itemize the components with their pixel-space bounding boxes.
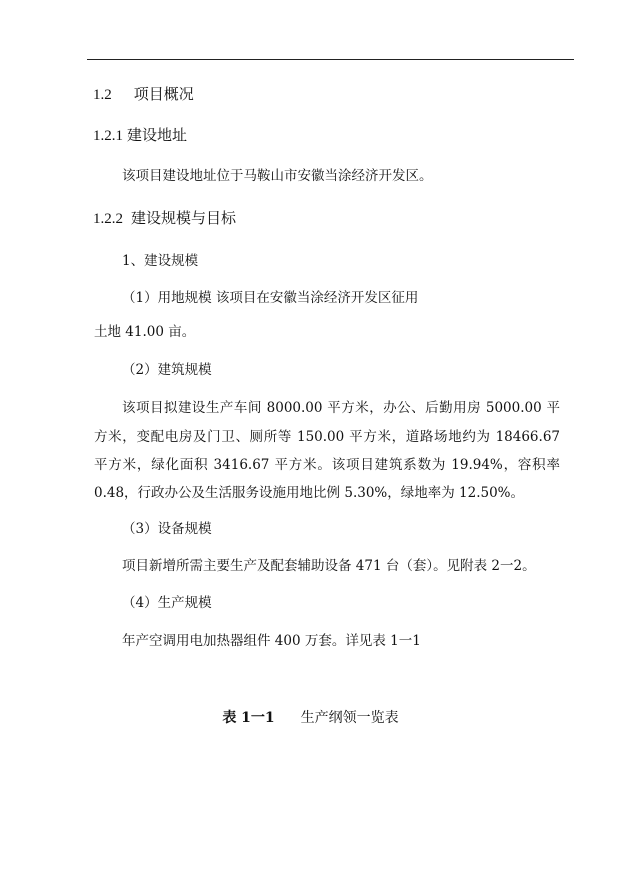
section-title: 项目概况 [133, 85, 194, 103]
subsection-site-number: 1.2.1 [93, 128, 123, 144]
production-scale-label: （4）生产规模 [122, 595, 212, 611]
subsection-site-heading [93, 125, 187, 146]
table-caption-title: 生产纲领一览表 [300, 710, 399, 726]
building-scale-label: （2）建筑规模 [122, 362, 212, 378]
land-scale-label: （1）用地规模 该项目在安徽当涂经济开发区征用 [122, 290, 419, 306]
section-number: 1.2 [93, 87, 112, 103]
section-heading [93, 84, 194, 105]
production-paragraph: 年产空调用电加热器组件 400 万套。详见表 1一1 [122, 633, 421, 649]
subsection-scale-heading [93, 208, 236, 229]
table-caption [0, 709, 621, 727]
equipment-paragraph: 项目新增所需主要生产及配套辅助设备 471 台（套）。见附表 2一2。 [122, 558, 536, 574]
building-paragraph-line-4: 0.48，行政办公及生活服务设施用地比例 5.30%，绿地率为 12.50%。 [94, 485, 525, 501]
header-rule [87, 59, 574, 60]
building-paragraph-line-1: 该项目拟建设生产车间 8000.00 平方米，办公、后勤用房 5000.00 平 [122, 400, 560, 416]
building-paragraph-line-2: 方米，变配电房及门卫、厕所等 150.00 平方米，道路场地约为 18466.67 [94, 429, 560, 445]
building-paragraph-line-3: 平方米，绿化面积 3416.67 平方米。该项目建筑系数为 19.94%，容积率 [94, 457, 560, 473]
equipment-scale-label: （3）设备规模 [122, 521, 212, 537]
subsection-scale-number: 1.2.2 [93, 211, 123, 227]
item-1-heading: 1、建设规模 [122, 253, 199, 269]
subsection-scale-title: 建设规模与目标 [131, 209, 237, 227]
table-caption-number: 表 1一1 [222, 710, 275, 726]
site-paragraph: 该项目建设地址位于马鞍山市安徽当涂经济开发区。 [122, 168, 433, 184]
subsection-site-title: 建设地址 [127, 126, 188, 144]
land-scale-text: 土地 41.00 亩。 [94, 324, 196, 340]
